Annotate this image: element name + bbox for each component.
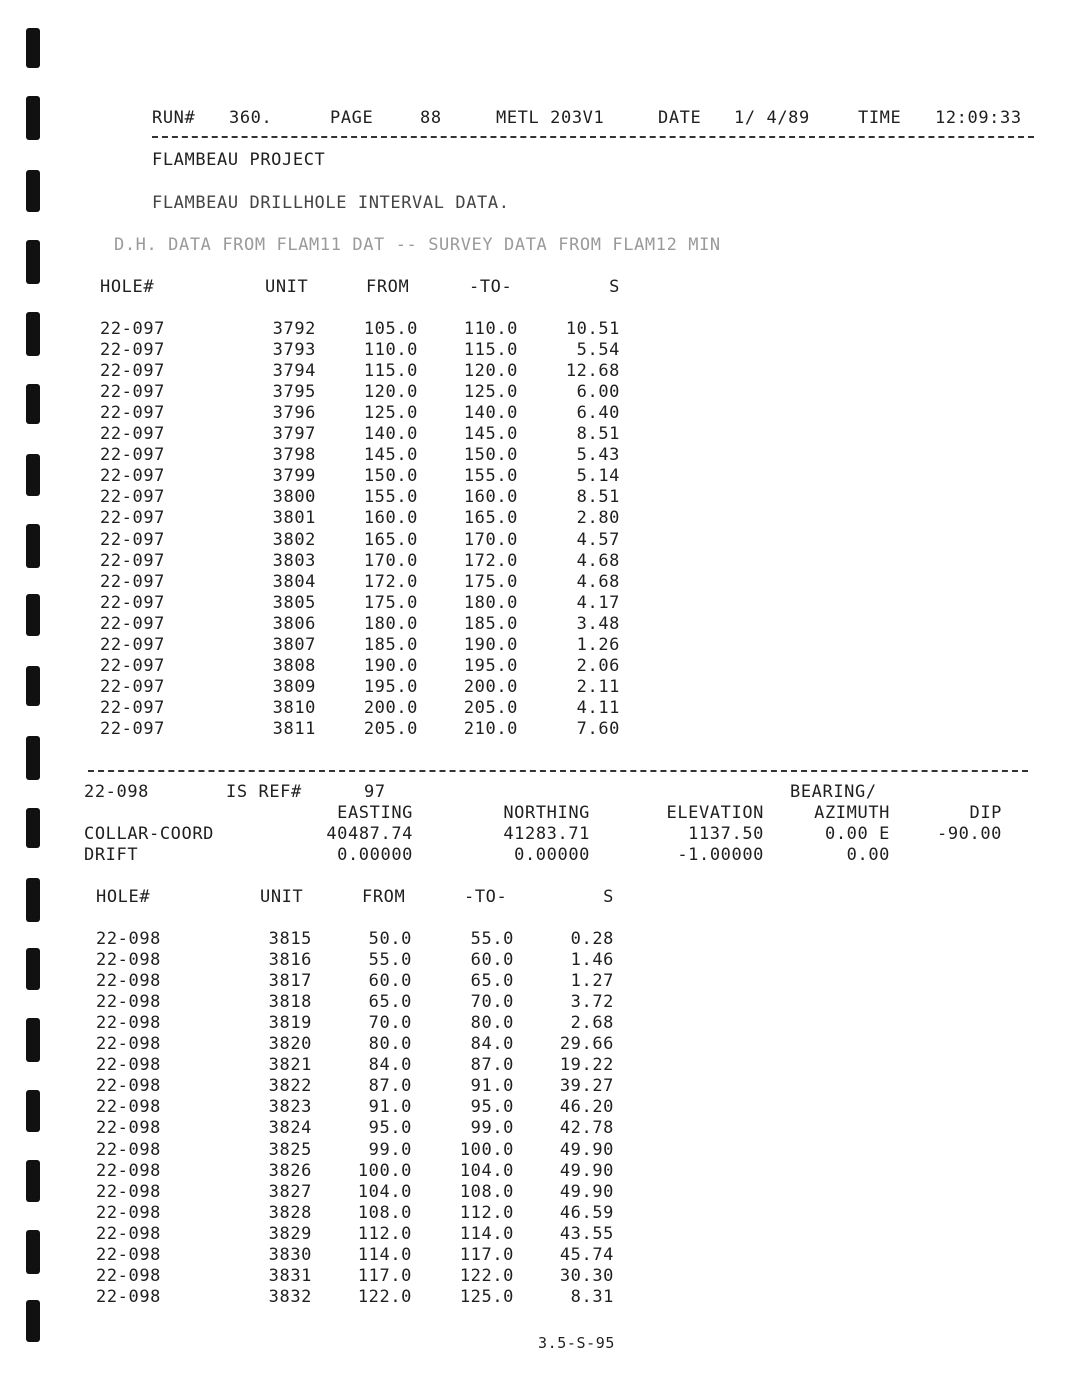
cell-from: 105.0: [363, 319, 418, 340]
table-row: [0, 551, 1067, 572]
table-row: [0, 530, 1067, 551]
cell-unit: 3806: [272, 613, 316, 634]
cell-from: 108.0: [357, 1202, 412, 1223]
cell-unit: 3798: [272, 445, 316, 466]
cell-to: 114.0: [459, 1223, 514, 1244]
table-row: [0, 698, 1067, 719]
table-row: [0, 635, 1067, 656]
table-row: [0, 929, 1067, 950]
cell-s: 7.60: [576, 718, 620, 739]
cell-hole: 22-098: [96, 950, 162, 971]
col-hole: HOLE#: [96, 887, 151, 907]
cell-from: 117.0: [357, 1265, 412, 1286]
cell-unit: 3804: [272, 571, 316, 592]
collar-elevation: 1137.50: [688, 824, 764, 844]
cell-from: 65.0: [368, 992, 412, 1013]
cell-to: 145.0: [463, 424, 518, 445]
table-row: [0, 677, 1067, 698]
cell-unit: 3823: [268, 1097, 312, 1118]
table-row: [0, 361, 1067, 382]
cell-s: 8.51: [576, 487, 620, 508]
cell-from: 150.0: [363, 466, 418, 487]
cell-hole: 22-097: [100, 382, 166, 403]
cell-s: 42.78: [559, 1118, 614, 1139]
collar-hole: 22-098: [84, 782, 150, 802]
cell-to: 55.0: [470, 929, 514, 950]
cell-from: 104.0: [357, 1181, 412, 1202]
cell-s: 1.46: [570, 950, 614, 971]
cell-to: 150.0: [463, 445, 518, 466]
cell-to: 65.0: [470, 971, 514, 992]
cell-from: 100.0: [357, 1160, 412, 1181]
cell-to: 160.0: [463, 487, 518, 508]
header-divider: [152, 136, 1034, 138]
cell-s: 46.20: [559, 1097, 614, 1118]
cell-to: 195.0: [463, 655, 518, 676]
cell-unit: 3801: [272, 508, 316, 529]
cell-from: 165.0: [363, 529, 418, 550]
cell-hole: 22-098: [96, 1202, 162, 1223]
cell-s: 45.74: [559, 1244, 614, 1265]
cell-from: 180.0: [363, 613, 418, 634]
table-row: [0, 319, 1067, 340]
cell-s: 49.90: [559, 1181, 614, 1202]
cell-to: 70.0: [470, 992, 514, 1013]
table-row: [0, 992, 1067, 1013]
cell-unit: 3796: [272, 403, 316, 424]
cell-unit: 3811: [272, 718, 316, 739]
project-title: FLAMBEAU PROJECT: [152, 150, 326, 170]
cell-unit: 3792: [272, 319, 316, 340]
cell-hole: 22-098: [96, 1160, 162, 1181]
cell-s: 39.27: [559, 1076, 614, 1097]
cell-s: 2.68: [570, 1013, 614, 1034]
section-divider: [88, 770, 1028, 772]
table-row: [0, 1055, 1067, 1076]
cell-s: 5.43: [576, 445, 620, 466]
table-row: [0, 593, 1067, 614]
cell-from: 195.0: [363, 676, 418, 697]
cell-to: 115.0: [463, 340, 518, 361]
cell-hole: 22-097: [100, 508, 166, 529]
cell-from: 112.0: [357, 1223, 412, 1244]
table-row: [0, 445, 1067, 466]
cell-hole: 22-097: [100, 319, 166, 340]
table-row: [0, 340, 1067, 361]
collar-easting: 40487.74: [326, 824, 413, 844]
cell-unit: 3795: [272, 382, 316, 403]
col-hole: HOLE#: [100, 277, 155, 297]
cell-unit: 3803: [272, 550, 316, 571]
cell-to: 125.0: [463, 382, 518, 403]
drift-azimuth: 0.00: [846, 845, 890, 865]
col-from: FROM: [362, 887, 406, 907]
cell-from: 60.0: [368, 971, 412, 992]
cell-from: 50.0: [368, 929, 412, 950]
collar-coord-label: COLLAR-COORD: [84, 824, 215, 844]
cell-s: 46.59: [559, 1202, 614, 1223]
cell-hole: 22-098: [96, 1076, 162, 1097]
cell-s: 8.51: [576, 424, 620, 445]
cell-unit: 3825: [268, 1139, 312, 1160]
cell-s: 2.80: [576, 508, 620, 529]
cell-hole: 22-097: [100, 340, 166, 361]
cell-hole: 22-097: [100, 550, 166, 571]
cell-to: 172.0: [463, 550, 518, 571]
cell-from: 99.0: [368, 1139, 412, 1160]
cell-to: 200.0: [463, 676, 518, 697]
cell-hole: 22-098: [96, 929, 162, 950]
cell-from: 172.0: [363, 571, 418, 592]
cell-unit: 3820: [268, 1034, 312, 1055]
cell-to: 108.0: [459, 1181, 514, 1202]
cell-to: 120.0: [463, 361, 518, 382]
cell-unit: 3830: [268, 1244, 312, 1265]
cell-to: 60.0: [470, 950, 514, 971]
cell-hole: 22-097: [100, 655, 166, 676]
cell-hole: 22-097: [100, 613, 166, 634]
cell-hole: 22-097: [100, 529, 166, 550]
cell-unit: 3818: [268, 992, 312, 1013]
cell-unit: 3821: [268, 1055, 312, 1076]
time-label: TIME: [858, 108, 902, 128]
table-header: [0, 887, 1067, 908]
cell-s: 5.14: [576, 466, 620, 487]
run-number: 360.: [229, 108, 273, 128]
cell-unit: 3809: [272, 676, 316, 697]
cell-s: 1.27: [570, 971, 614, 992]
cell-hole: 22-098: [96, 992, 162, 1013]
cell-hole: 22-097: [100, 424, 166, 445]
cell-hole: 22-098: [96, 1244, 162, 1265]
cell-to: 155.0: [463, 466, 518, 487]
table-row: [0, 382, 1067, 403]
cell-s: 4.68: [576, 571, 620, 592]
cell-hole: 22-097: [100, 487, 166, 508]
cell-hole: 22-097: [100, 571, 166, 592]
cell-s: 4.17: [576, 592, 620, 613]
cell-to: 95.0: [470, 1097, 514, 1118]
table-row: [0, 1161, 1067, 1182]
col-s: S: [603, 887, 614, 907]
cell-hole: 22-098: [96, 1223, 162, 1244]
col-s: S: [609, 277, 620, 297]
table-row: [0, 1203, 1067, 1224]
cell-to: 110.0: [463, 319, 518, 340]
table-row: [0, 403, 1067, 424]
cell-to: 104.0: [459, 1160, 514, 1181]
cell-to: 122.0: [459, 1265, 514, 1286]
cell-unit: 3793: [272, 340, 316, 361]
cell-from: 114.0: [357, 1244, 412, 1265]
cell-from: 120.0: [363, 382, 418, 403]
time-value: 12:09:33: [935, 108, 1022, 128]
table-row: [0, 1118, 1067, 1139]
cell-to: 190.0: [463, 634, 518, 655]
cell-s: 3.48: [576, 613, 620, 634]
table-row: [0, 1034, 1067, 1055]
table-row: [0, 1013, 1067, 1034]
col-to: -TO-: [469, 277, 513, 297]
cell-to: 87.0: [470, 1055, 514, 1076]
cell-unit: 3808: [272, 655, 316, 676]
cell-s: 5.54: [576, 340, 620, 361]
date-value: 1/ 4/89: [734, 108, 810, 128]
cell-from: 200.0: [363, 697, 418, 718]
cell-hole: 22-097: [100, 361, 166, 382]
cell-unit: 3822: [268, 1076, 312, 1097]
table-row: [0, 971, 1067, 992]
cell-hole: 22-098: [96, 971, 162, 992]
cell-s: 4.11: [576, 697, 620, 718]
report-subtitle: FLAMBEAU DRILLHOLE INTERVAL DATA.: [152, 193, 510, 213]
cell-from: 80.0: [368, 1034, 412, 1055]
col-from: FROM: [366, 277, 410, 297]
cell-unit: 3800: [272, 487, 316, 508]
cell-s: 6.40: [576, 403, 620, 424]
cell-hole: 22-097: [100, 592, 166, 613]
cell-from: 160.0: [363, 508, 418, 529]
cell-to: 180.0: [463, 592, 518, 613]
cell-from: 110.0: [363, 340, 418, 361]
cell-to: 165.0: [463, 508, 518, 529]
cell-hole: 22-098: [96, 1118, 162, 1139]
drift-northing: 0.00000: [514, 845, 590, 865]
cell-s: 2.06: [576, 655, 620, 676]
cell-unit: 3819: [268, 1013, 312, 1034]
cell-s: 29.66: [559, 1034, 614, 1055]
cell-s: 6.00: [576, 382, 620, 403]
cell-s: 43.55: [559, 1223, 614, 1244]
cell-to: 100.0: [459, 1139, 514, 1160]
cell-from: 140.0: [363, 424, 418, 445]
cell-unit: 3831: [268, 1265, 312, 1286]
bearing-label: BEARING/: [790, 782, 877, 802]
cell-unit: 3794: [272, 361, 316, 382]
table-row: [0, 1097, 1067, 1118]
cell-hole: 22-098: [96, 1055, 162, 1076]
cell-to: 84.0: [470, 1034, 514, 1055]
cell-to: 175.0: [463, 571, 518, 592]
cell-from: 122.0: [357, 1286, 412, 1307]
cell-unit: 3829: [268, 1223, 312, 1244]
table-row: [0, 1140, 1067, 1161]
page-footer-code: 3.5-S-95: [538, 1334, 616, 1352]
cell-hole: 22-097: [100, 634, 166, 655]
cell-unit: 3810: [272, 697, 316, 718]
cell-from: 125.0: [363, 403, 418, 424]
drift-easting: 0.00000: [337, 845, 413, 865]
cell-from: 145.0: [363, 445, 418, 466]
elevation-header: ELEVATION: [666, 803, 764, 823]
cell-hole: 22-098: [96, 1097, 162, 1118]
cell-to: 210.0: [463, 718, 518, 739]
cell-to: 185.0: [463, 613, 518, 634]
cell-hole: 22-097: [100, 403, 166, 424]
table-row: [0, 1182, 1067, 1203]
cell-unit: 3802: [272, 529, 316, 550]
table-header: [0, 277, 1067, 298]
cell-unit: 3828: [268, 1202, 312, 1223]
cell-s: 1.26: [576, 634, 620, 655]
col-to: -TO-: [464, 887, 508, 907]
cell-hole: 22-097: [100, 466, 166, 487]
is-ref-label: IS REF#: [226, 782, 302, 802]
cell-to: 125.0: [459, 1286, 514, 1307]
table-row: [0, 656, 1067, 677]
table-row: [0, 719, 1067, 740]
cell-hole: 22-098: [96, 1265, 162, 1286]
page-number: 88: [420, 108, 442, 128]
ref-number: 97: [364, 782, 386, 802]
interval-table-22-097: [0, 277, 1067, 740]
cell-hole: 22-097: [100, 676, 166, 697]
collar-dip: -90.00: [936, 824, 1002, 844]
cell-unit: 3817: [268, 971, 312, 992]
cell-unit: 3832: [268, 1286, 312, 1307]
cell-hole: 22-097: [100, 697, 166, 718]
drift-label: DRIFT: [84, 845, 139, 865]
col-unit: UNIT: [260, 887, 304, 907]
cell-from: 155.0: [363, 487, 418, 508]
cell-from: 55.0: [368, 950, 412, 971]
cell-unit: 3807: [272, 634, 316, 655]
cell-from: 91.0: [368, 1097, 412, 1118]
interval-table-22-098: [0, 887, 1067, 1308]
table-row: [0, 1266, 1067, 1287]
cell-s: 49.90: [559, 1139, 614, 1160]
table-row: [0, 487, 1067, 508]
cell-hole: 22-098: [96, 1013, 162, 1034]
run-label: RUN#: [152, 108, 196, 128]
table-row: [0, 508, 1067, 529]
cell-hole: 22-098: [96, 1034, 162, 1055]
cell-hole: 22-098: [96, 1181, 162, 1202]
cell-s: 19.22: [559, 1055, 614, 1076]
easting-header: EASTING: [337, 803, 413, 823]
cell-s: 4.68: [576, 550, 620, 571]
cell-to: 80.0: [470, 1013, 514, 1034]
cell-unit: 3799: [272, 466, 316, 487]
table-row: [0, 424, 1067, 445]
cell-from: 175.0: [363, 592, 418, 613]
table-row: [0, 466, 1067, 487]
cell-from: 115.0: [363, 361, 418, 382]
cell-from: 84.0: [368, 1055, 412, 1076]
collar-northing: 41283.71: [503, 824, 590, 844]
cell-s: 49.90: [559, 1160, 614, 1181]
cell-to: 140.0: [463, 403, 518, 424]
cell-s: 4.57: [576, 529, 620, 550]
cell-to: 112.0: [459, 1202, 514, 1223]
cell-unit: 3826: [268, 1160, 312, 1181]
cell-s: 8.31: [570, 1286, 614, 1307]
table-row: [0, 614, 1067, 635]
cell-hole: 22-097: [100, 718, 166, 739]
cell-unit: 3805: [272, 592, 316, 613]
cell-s: 3.72: [570, 992, 614, 1013]
azimuth-header: AZIMUTH: [814, 803, 890, 823]
cell-s: 2.11: [576, 676, 620, 697]
cell-to: 91.0: [470, 1076, 514, 1097]
metl-code: METL 203V1: [496, 108, 605, 128]
table-row: [0, 1076, 1067, 1097]
cell-to: 117.0: [459, 1244, 514, 1265]
cell-from: 70.0: [368, 1013, 412, 1034]
page-label: PAGE: [330, 108, 374, 128]
cell-hole: 22-098: [96, 1139, 162, 1160]
cell-to: 205.0: [463, 697, 518, 718]
cell-s: 10.51: [565, 319, 620, 340]
table-row: [0, 1287, 1067, 1308]
cell-hole: 22-097: [100, 445, 166, 466]
cell-from: 205.0: [363, 718, 418, 739]
cell-unit: 3816: [268, 950, 312, 971]
cell-hole: 22-098: [96, 1286, 162, 1307]
table-row: [0, 950, 1067, 971]
table-row: [0, 1224, 1067, 1245]
date-label: DATE: [658, 108, 702, 128]
cell-from: 87.0: [368, 1076, 412, 1097]
collar-azimuth: 0.00 E: [824, 824, 890, 844]
cell-s: 30.30: [559, 1265, 614, 1286]
table-row: [0, 1245, 1067, 1266]
col-unit: UNIT: [265, 277, 309, 297]
northing-header: NORTHING: [503, 803, 590, 823]
table-row: [0, 572, 1067, 593]
cell-unit: 3815: [268, 929, 312, 950]
data-source-line: D.H. DATA FROM FLAM11 DAT -- SURVEY DATA FROM FLAM12 MIN: [114, 235, 721, 255]
cell-to: 99.0: [470, 1118, 514, 1139]
cell-to: 170.0: [463, 529, 518, 550]
cell-s: 0.28: [570, 929, 614, 950]
cell-from: 190.0: [363, 655, 418, 676]
dip-header: DIP: [969, 803, 1002, 823]
drift-elevation: -1.00000: [677, 845, 764, 865]
cell-unit: 3827: [268, 1181, 312, 1202]
cell-unit: 3824: [268, 1118, 312, 1139]
cell-s: 12.68: [565, 361, 620, 382]
cell-unit: 3797: [272, 424, 316, 445]
cell-from: 170.0: [363, 550, 418, 571]
cell-from: 95.0: [368, 1118, 412, 1139]
cell-from: 185.0: [363, 634, 418, 655]
